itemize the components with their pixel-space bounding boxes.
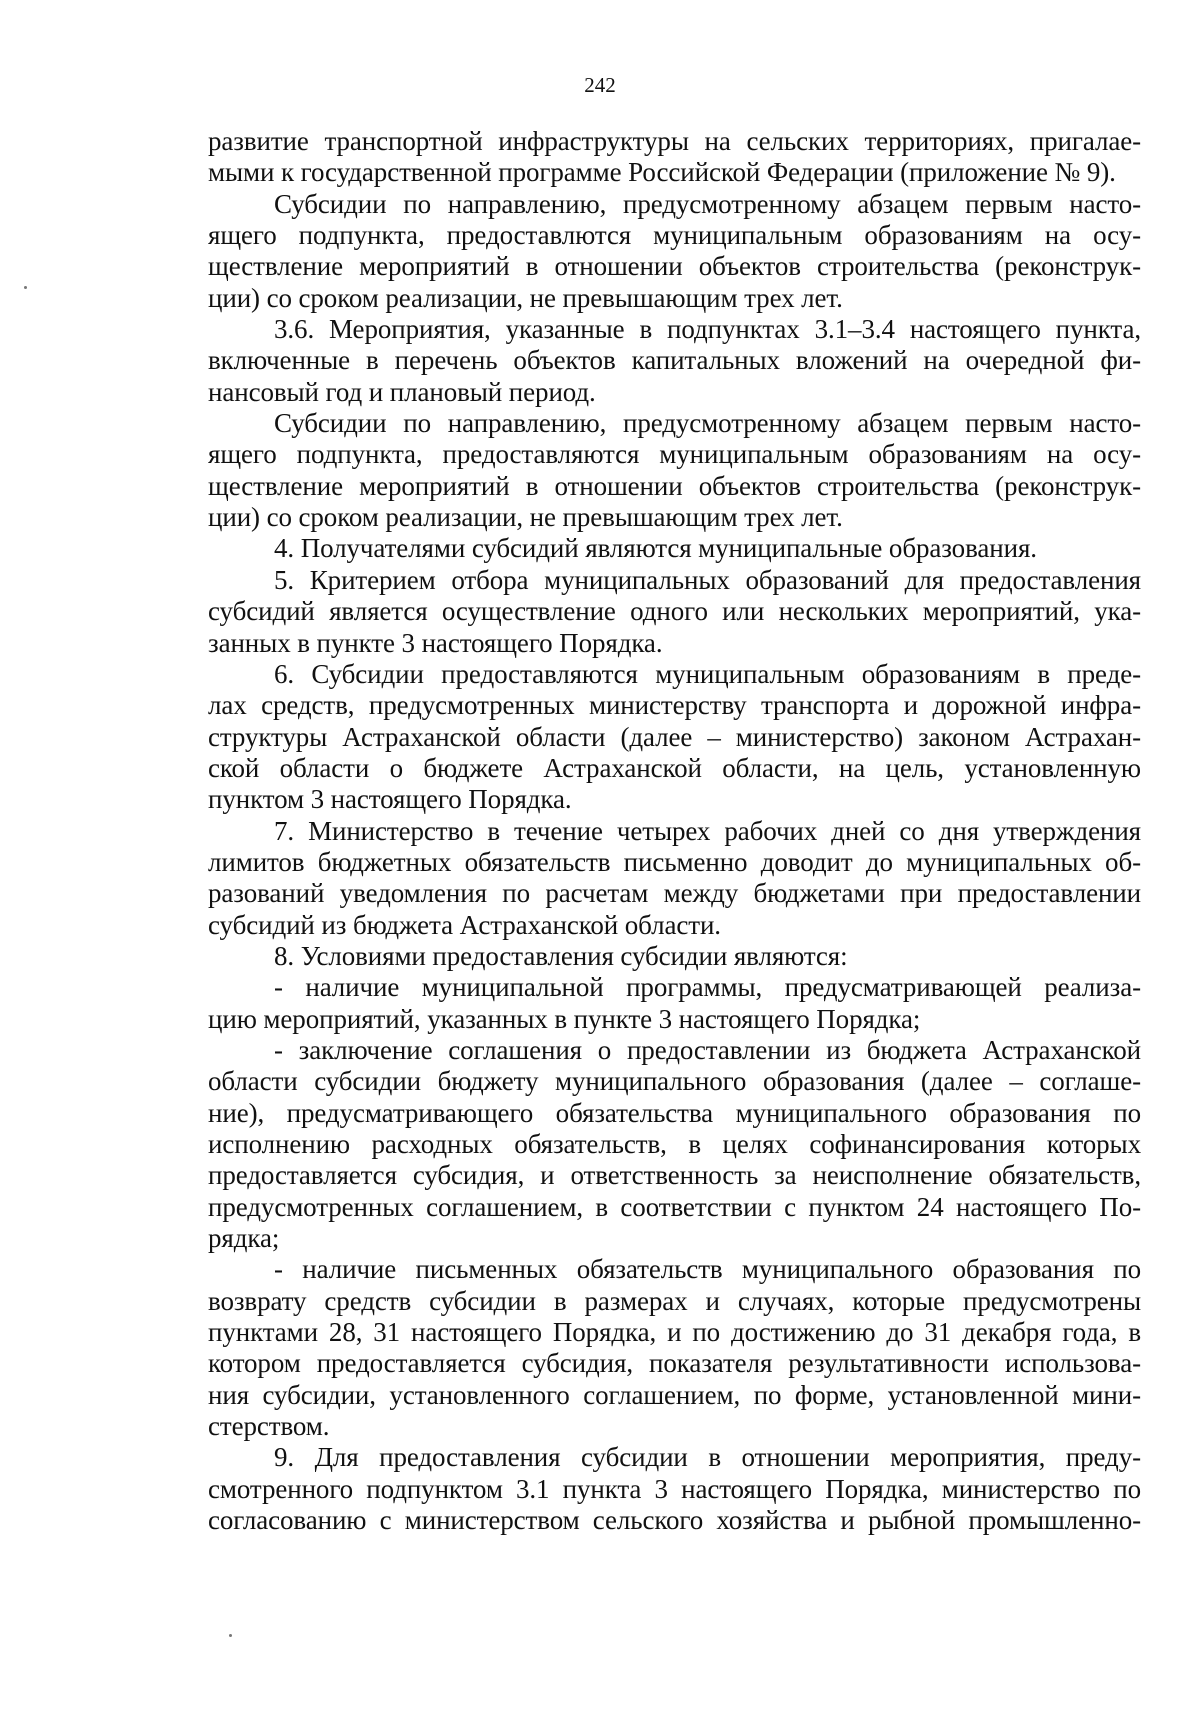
text-line: ящего подпункта, предоставляются муниципальным образованиям на осу- <box>208 439 1141 470</box>
text-line: разований уведомления по расчетам между бюджетами при предоставлении <box>208 878 1141 909</box>
text-line: возврату средств субсидии в размерах и случаях, которые предусмотрены <box>208 1285 1141 1316</box>
text-line: рядка; <box>208 1223 280 1254</box>
text-line: нансовый год и плановый период. <box>208 376 596 407</box>
text-line: пунктом 3 настоящего Порядка. <box>208 784 572 815</box>
text-line: развитие транспортной инфраструктуры на сельских территориях, пригалае- <box>208 126 1141 156</box>
text-line: 3.6. Мероприятия, указанные в подпунктах 3.1–3.4 настоящего пункта, <box>274 314 1141 345</box>
text-line: субсидий из бюджета Астраханской области. <box>208 909 721 940</box>
text-line: - заключение соглашения о предоставлении из бюджета Астраханской <box>274 1034 1141 1065</box>
text-line: включенные в перечень объектов капитальных вложений на очередной фи- <box>208 345 1141 376</box>
text-line: Субсидии по направлению, предусмотренному абзацем первым насто- <box>274 188 1141 219</box>
text-line: исполнению расходных обязательств, в целях софинансирования которых <box>208 1129 1141 1159</box>
text-line: ции) со сроком реализации, не превышающим трех лет. <box>208 502 843 533</box>
text-line: пунктами 28, 31 настоящего Порядка, и по достижению до 31 декабря года, в <box>208 1317 1141 1348</box>
text-line: 7. Министерство в течение четырех рабочих дней со дня утверждения <box>274 815 1141 846</box>
text-line: 5. Критерием отбора муниципальных образований для предоставления <box>274 564 1141 595</box>
text-line: мыми к государственной программе Российской Федерации (приложение № 9). <box>208 157 1116 188</box>
text-line: занных в пункте 3 настоящего Порядка. <box>208 627 663 658</box>
document-body <box>208 126 1141 1536</box>
text-line: ящего подпункта, предоставлются муниципальным образованиям на осу- <box>208 220 1141 251</box>
text-line: ния субсидии, установленного соглашением, по форме, установленной мини- <box>208 1379 1141 1410</box>
text-line: ществление мероприятий в отношении объектов строительства (реконструк- <box>208 470 1141 501</box>
text-line: лах средств, предусмотренных министерству транспорта и дорожной инфра- <box>208 690 1141 721</box>
text-line: 4. Получателями субсидий являются муниципальные образования. <box>274 533 1037 564</box>
text-line: - наличие письменных обязательств муниципального образования по <box>274 1254 1141 1285</box>
text-line: Субсидии по направлению, предусмотренному абзацем первым насто- <box>274 408 1141 439</box>
text-line: субсидий является осуществление одного или нескольких мероприятий, ука- <box>208 596 1141 627</box>
text-line: стерством. <box>208 1411 330 1442</box>
page-number: 242 <box>584 73 616 97</box>
text-line: ние), предусматривающего обязательства муниципального образования по <box>208 1097 1141 1128</box>
text-line: 6. Субсидии предоставляются муниципальным образованиям в преде- <box>274 658 1141 689</box>
text-line: области субсидии бюджету муниципального образования (далее – соглаше- <box>208 1066 1141 1097</box>
text-line: цию мероприятий, указанных в пункте 3 настоящего Порядка; <box>208 1003 921 1034</box>
text-line: лимитов бюджетных обязательств письменно доводит до муниципальных об- <box>208 846 1141 877</box>
text-line: ществление мероприятий в отношении объектов строительства (реконструк- <box>208 251 1141 282</box>
text-line: смотренного подпунктом 3.1 пункта 3 настоящего Порядка, министерство по <box>208 1473 1141 1504</box>
text-line: - наличие муниципальной программы, предусматривающей реализа- <box>274 972 1141 1003</box>
text-line: котором предоставляется субсидия, показателя результативности использова- <box>208 1348 1141 1379</box>
text-line: структуры Астраханской области (далее – министерство) законом Астрахан- <box>208 721 1141 752</box>
text-line: согласованию с министерством сельского хозяйства и рыбной промышленно- <box>208 1505 1141 1536</box>
text-line: ской области о бюджете Астраханской области, на цель, установленную <box>208 752 1141 783</box>
text-line: 8. Условиями предоставления субсидии являются: <box>274 940 848 971</box>
scan-speck <box>24 286 27 289</box>
text-line: 9. Для предоставления субсидии в отношении мероприятия, преду- <box>274 1442 1141 1473</box>
scan-speck <box>229 1634 232 1637</box>
text-line: предоставляется субсидия, и ответственность за неисполнение обязательств, <box>208 1160 1141 1191</box>
text-line: предусмотренных соглашением, в соответствии с пунктом 24 настоящего По- <box>208 1191 1141 1222</box>
text-line: ции) со сроком реализации, не превышающим трех лет. <box>208 282 843 313</box>
